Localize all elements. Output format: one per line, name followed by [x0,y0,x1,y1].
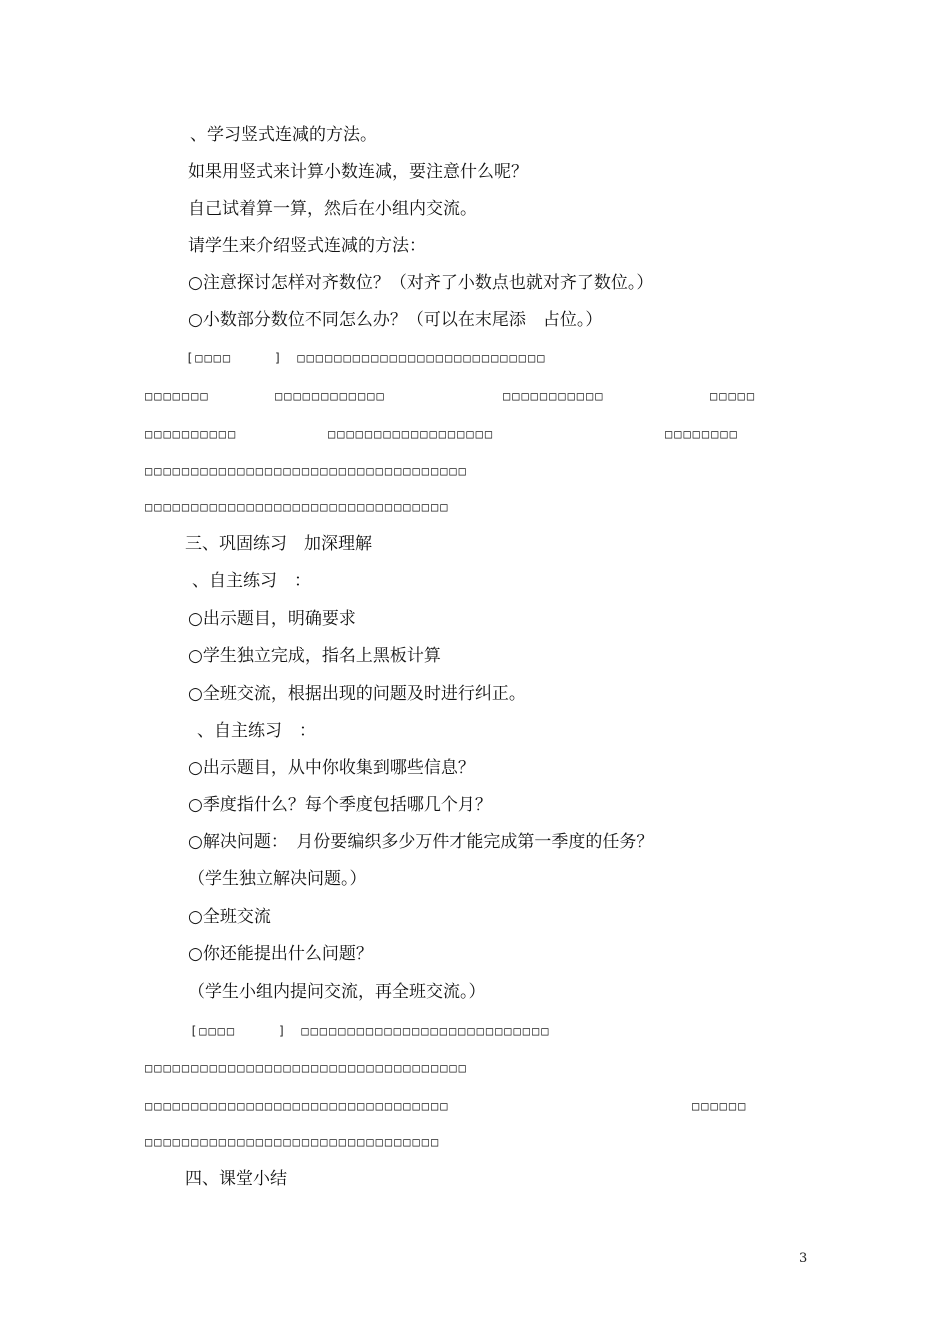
bullet-line: ○解决问题： 月份要编织多少万件才能完成第一季度的任务？ [188,832,654,852]
garbled-text-line: □□□□□□□□ [665,427,739,441]
subheading-line: 、自主练习 ： [192,571,311,591]
garbled-text-line: □□□□□□ [692,1099,748,1113]
bullet-line: ○注意探讨怎样对齐数位？（对齐了小数点也就对齐了数位。） [188,273,654,293]
garbled-text-line: □□□□□□□□□□□□□□□□□□□□□□□□□□□□□□□□□ [145,500,450,514]
instruction-line: 请学生来介绍竖式连减的方法： [188,236,426,256]
garbled-text-line: □□□□□□□□□□□□□□□□□□□□□□□□□□□□□□□□□□□ [145,464,468,478]
note-line: （学生独立解决问题。） [188,869,367,889]
note-line: （学生小组内提问交流，再全班交流。） [188,982,486,1002]
bullet-line: ○小数部分数位不同怎么办？（可以在末尾添 占位。） [188,310,603,330]
garbled-text-line: □□□□□□□ [145,389,210,403]
section-heading: 四、课堂小结 [185,1169,287,1189]
section-heading: 三、巩固练习 加深理解 [185,534,372,554]
heading-vertical-subtraction: 、学习竖式连减的方法。 [190,125,377,145]
bullet-line: ○全班交流 [188,907,271,927]
bullet-line: ○季度指什么？每个季度包括哪几个月？ [188,795,492,815]
garbled-text-line: □□□□□□□□□□ [145,427,238,441]
garbled-text-line: □□□□□□□□□□□□□□□□□□□□□□□□□□□□□□□□□ [145,1099,450,1113]
garbled-text-line: □□□□□ [710,389,757,403]
bullet-line: ○学生独立完成，指名上黑板计算 [188,646,441,666]
bullet-line: ○全班交流，根据出现的问题及时进行纠正。 [188,684,526,704]
instruction-line: 自己试着算一算，然后在小组内交流。 [188,199,477,219]
garbled-text-line: □□□□□□□□□□□□□□□□□□□□□□□□□□□□□□□□□□□ [145,1061,468,1075]
subheading-line: 、自主练习 ： [197,721,316,741]
garbled-text-line: [□□□□ ] □□□□□□□□□□□□□□□□□□□□□□□□□□□ [190,1024,551,1038]
question-line: 如果用竖式来计算小数连减，要注意什么呢？ [188,162,528,182]
garbled-text-line: □□□□□□□□□□□□□□□□□□□□□□□□□□□□□□□□ [145,1135,441,1149]
page-number: 3 [799,1251,808,1266]
garbled-text-line: □□□□□□□□□□□ [503,389,605,403]
bullet-line: ○你还能提出什么问题？ [188,944,373,964]
garbled-text-line: □□□□□□□□□□□□ [275,389,386,403]
garbled-text-line: [□□□□ ] □□□□□□□□□□□□□□□□□□□□□□□□□□□ [186,351,547,365]
bullet-line: ○出示题目，从中你收集到哪些信息？ [188,758,475,778]
bullet-line: ○出示题目，明确要求 [188,609,356,629]
garbled-text-line: □□□□□□□□□□□□□□□□□□ [328,427,495,441]
